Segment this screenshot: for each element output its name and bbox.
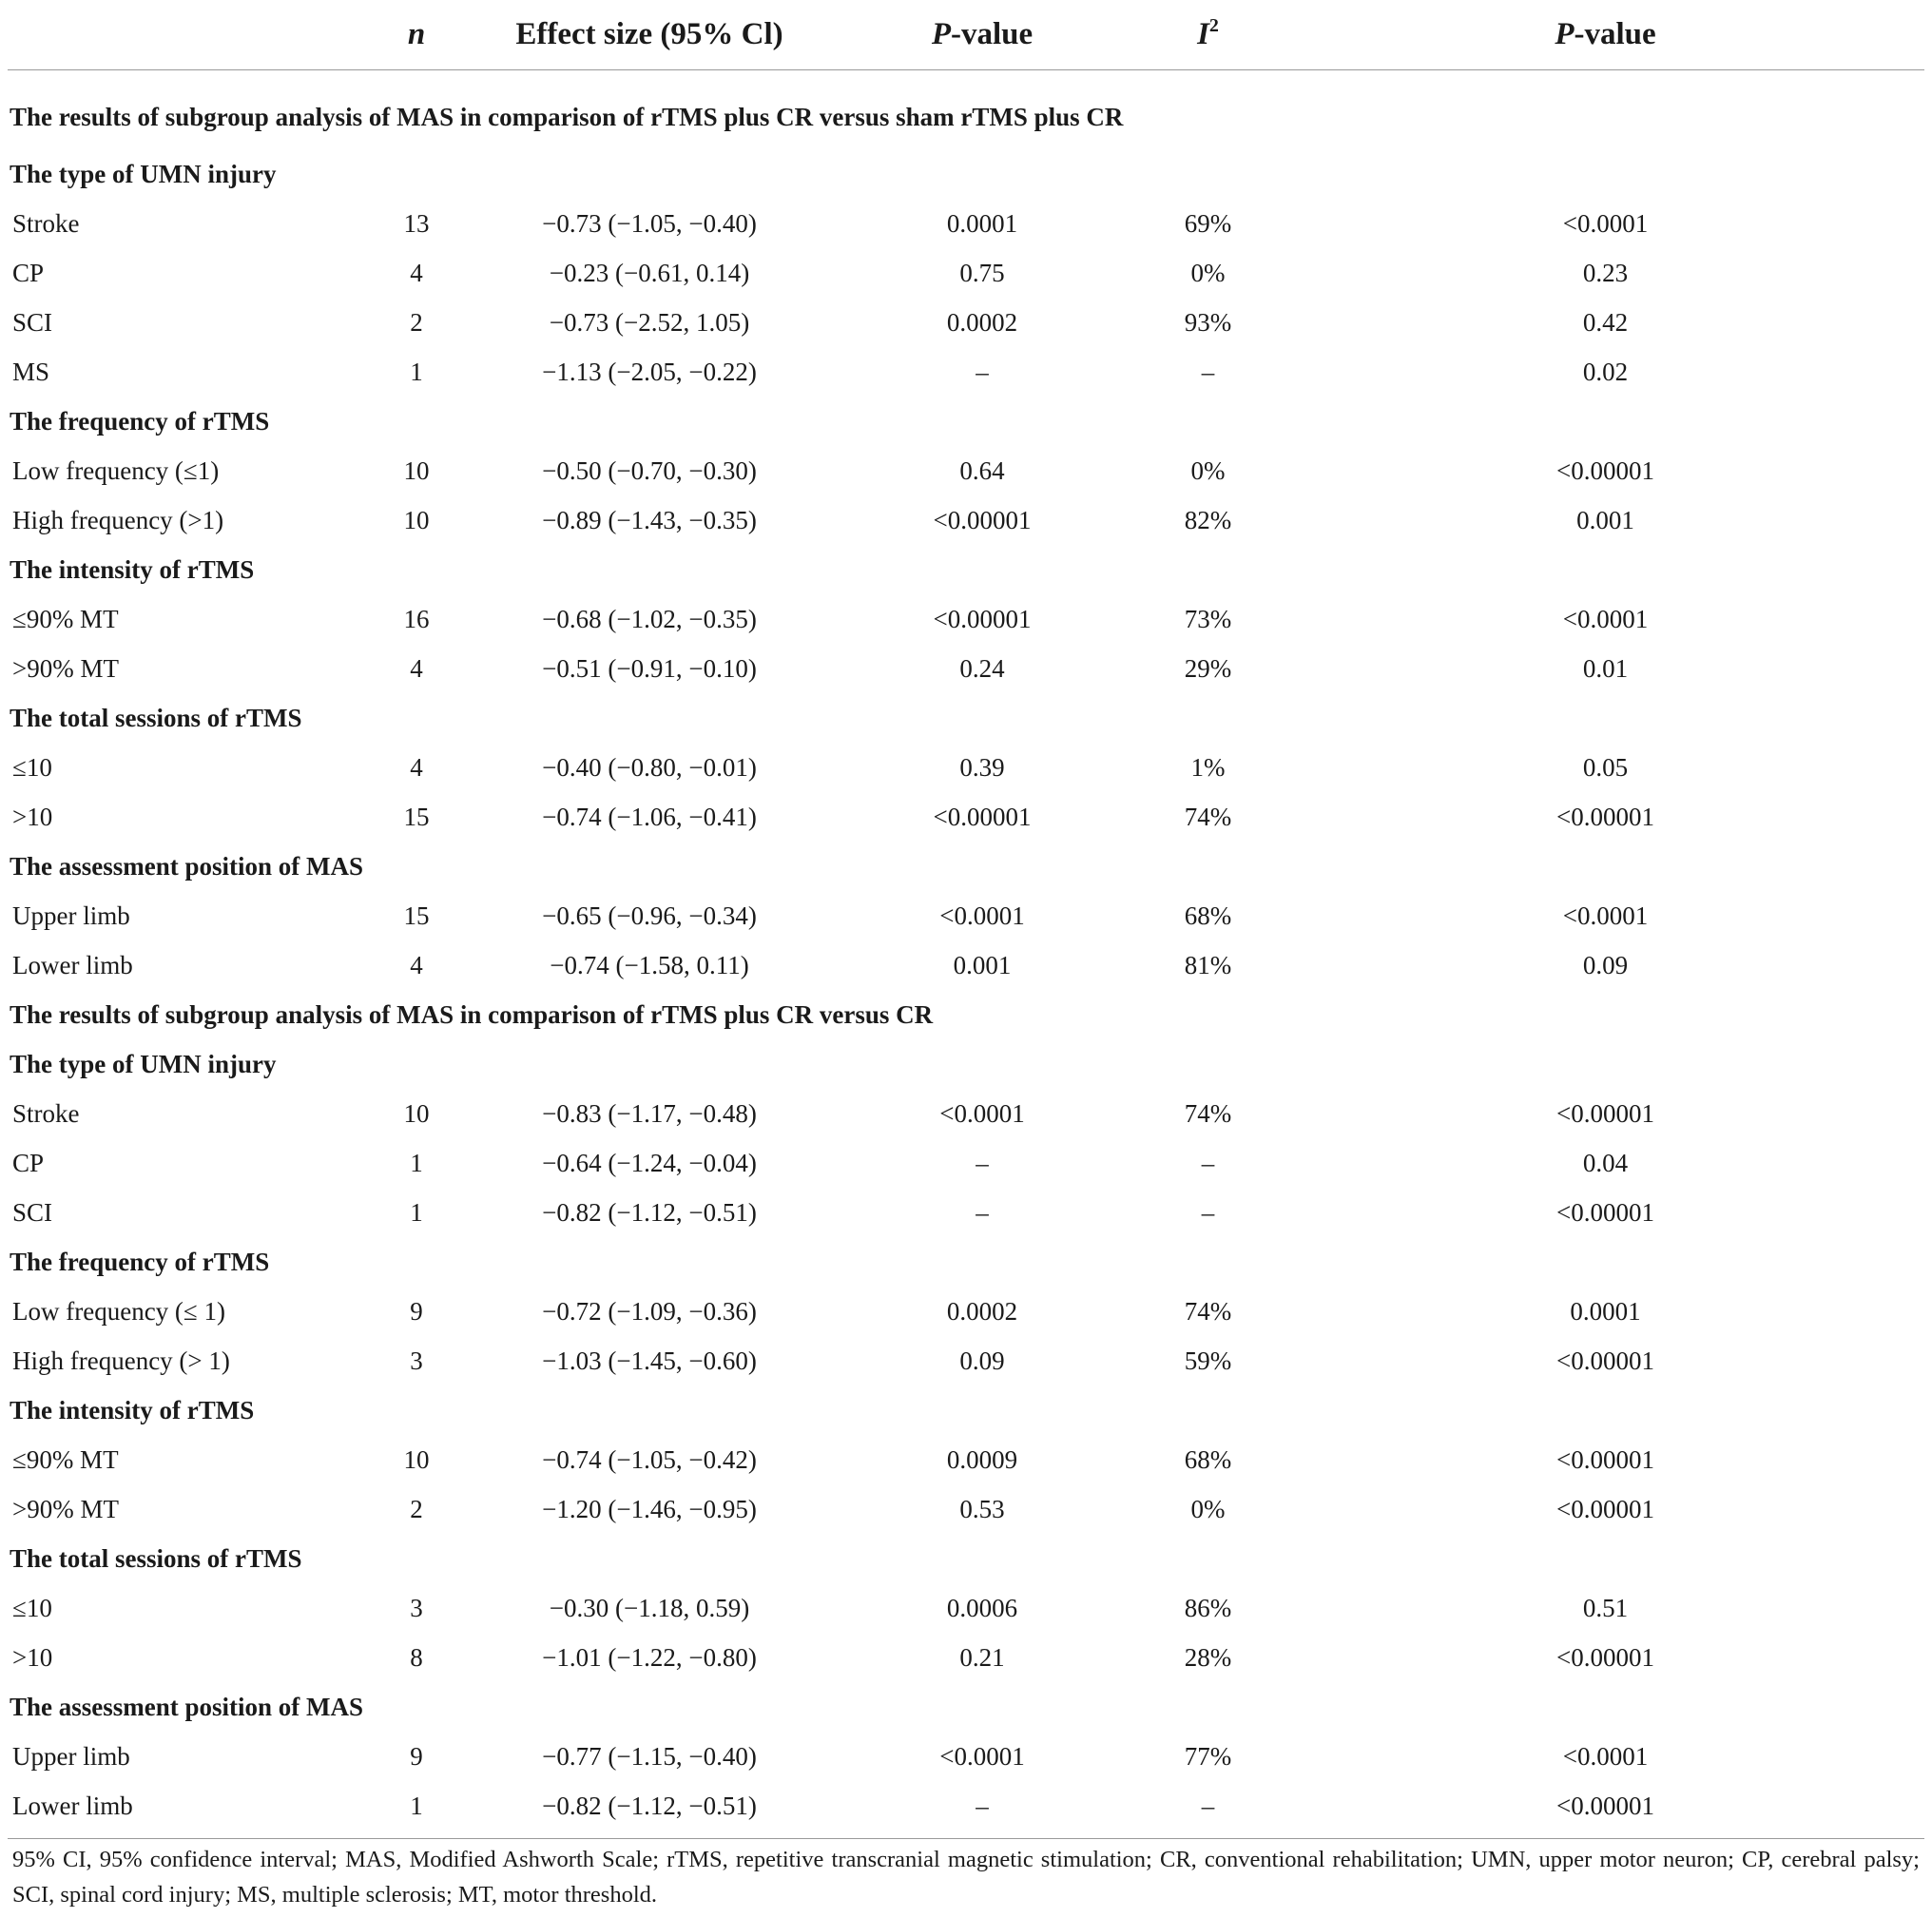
cell-p-value-overall: 0.23 xyxy=(1582,259,1629,287)
cell-i-squared: 68% xyxy=(1184,901,1232,930)
cell-p-value: – xyxy=(976,358,989,386)
cell-p-value: 0.75 xyxy=(959,259,1005,287)
cell-n: 4 xyxy=(410,753,423,782)
table-row xyxy=(8,1436,1924,1485)
cell-subgroup: High frequency (>1) xyxy=(12,506,224,534)
group-heading-row xyxy=(8,546,1924,595)
cell-p-value-overall: <0.00001 xyxy=(1556,1099,1654,1128)
cell-p-value-overall: <0.00001 xyxy=(1556,1643,1654,1672)
table-row xyxy=(8,1337,1924,1386)
cell-p-value: – xyxy=(835,1782,1130,1839)
group-heading-row xyxy=(8,150,1924,200)
table-row xyxy=(8,447,1924,496)
cell-effect-size: −1.13 (−2.05, −0.22) xyxy=(542,358,757,386)
cell-effect-size: −0.64 (−1.24, −0.04) xyxy=(542,1149,757,1177)
cell-n: 2 xyxy=(410,1495,423,1523)
cell-p-value-overall: <0.0001 xyxy=(1562,209,1649,238)
header-p-value-overall xyxy=(1286,0,1924,70)
cell-i-squared: 0% xyxy=(1190,259,1226,287)
cell-subgroup: ≤10 xyxy=(12,1594,52,1622)
cell-p-value-overall: <0.00001 xyxy=(1556,1198,1654,1227)
cell-p-value-overall: <0.00001 xyxy=(1286,1782,1924,1839)
cell-subgroup: MS xyxy=(12,358,50,386)
cell-n: 15 xyxy=(403,901,430,930)
cell-i-squared: – xyxy=(1201,1149,1215,1177)
cell-effect-size: −0.82 (−1.12, −0.51) xyxy=(464,1782,835,1839)
cell-p-value-overall: 0.05 xyxy=(1582,753,1629,782)
group-heading: The frequency of rTMS xyxy=(10,1248,270,1276)
cell-subgroup: Stroke xyxy=(12,209,80,238)
cell-subgroup: CP xyxy=(12,259,45,287)
cell-p-value: 0.09 xyxy=(959,1346,1005,1375)
cell-p-value-overall: 0.42 xyxy=(1582,308,1629,337)
cell-i-squared: 0% xyxy=(1190,456,1226,485)
cell-p-value: 0.0002 xyxy=(946,308,1018,337)
cell-effect-size: −0.73 (−2.52, 1.05) xyxy=(549,308,750,337)
table-row xyxy=(8,1288,1924,1337)
cell-effect-size: −0.65 (−0.96, −0.34) xyxy=(542,901,757,930)
cell-i-squared: 74% xyxy=(1184,1099,1232,1128)
cell-n: 10 xyxy=(403,506,430,534)
header-i-superscript: 2 xyxy=(1208,15,1219,36)
cell-n: 15 xyxy=(403,803,430,831)
cell-n: 4 xyxy=(410,951,423,979)
cell-p-value-overall: <0.00001 xyxy=(1556,803,1654,831)
group-heading-row xyxy=(8,1238,1924,1288)
cell-p-value-overall: 0.04 xyxy=(1582,1149,1629,1177)
cell-n: 3 xyxy=(410,1346,423,1375)
cell-subgroup: ≤10 xyxy=(12,753,52,782)
table-row xyxy=(8,249,1924,299)
table-row xyxy=(8,1485,1924,1535)
cell-subgroup: SCI xyxy=(12,308,53,337)
cell-p-value: 0.0006 xyxy=(946,1594,1018,1622)
cell-effect-size: −0.74 (−1.58, 0.11) xyxy=(550,951,749,979)
cell-p-value-overall: 0.02 xyxy=(1582,358,1629,386)
section-heading-row xyxy=(8,70,1924,150)
cell-n: 4 xyxy=(410,259,423,287)
cell-i-squared: 59% xyxy=(1184,1346,1232,1375)
cell-subgroup: Stroke xyxy=(12,1099,80,1128)
cell-i-squared: 77% xyxy=(1184,1742,1232,1771)
cell-p-value: 0.64 xyxy=(959,456,1005,485)
cell-p-value: 0.0009 xyxy=(946,1445,1018,1474)
cell-p-value-overall: <0.0001 xyxy=(1562,901,1649,930)
cell-subgroup: Lower limb xyxy=(8,1782,369,1839)
cell-p-value: 0.0002 xyxy=(946,1297,1018,1326)
table-row xyxy=(8,348,1924,397)
cell-p-value-overall: 0.01 xyxy=(1582,654,1629,683)
section-heading-row xyxy=(8,991,1924,1040)
table-row xyxy=(8,200,1924,249)
cell-p-value: 0.0001 xyxy=(946,209,1018,238)
table-row xyxy=(8,595,1924,645)
cell-p-value: – xyxy=(976,1198,989,1227)
subgroup-analysis-table xyxy=(8,0,1924,1839)
group-heading: The assessment position of MAS xyxy=(10,852,364,881)
cell-effect-size: −0.83 (−1.17, −0.48) xyxy=(542,1099,757,1128)
cell-subgroup: >10 xyxy=(12,803,53,831)
cell-i-squared: – xyxy=(1201,358,1215,386)
table-row xyxy=(8,645,1924,694)
table-row xyxy=(8,496,1924,546)
group-heading: The assessment position of MAS xyxy=(10,1693,364,1721)
cell-i-squared: 81% xyxy=(1184,951,1232,979)
cell-p-value: <0.0001 xyxy=(939,1742,1025,1771)
table-body xyxy=(8,70,1924,1839)
cell-n: 8 xyxy=(410,1643,423,1672)
group-heading: The total sessions of rTMS xyxy=(10,704,302,732)
header-p-rest: -value xyxy=(951,17,1034,51)
header-subgroup xyxy=(8,0,369,70)
cell-subgroup: Low frequency (≤1) xyxy=(12,456,220,485)
cell-p-value: 0.24 xyxy=(959,654,1005,683)
cell-p-value-overall: <0.00001 xyxy=(1556,1346,1654,1375)
cell-i-squared: 69% xyxy=(1184,209,1232,238)
group-heading-row xyxy=(8,694,1924,744)
cell-p-value-overall: <0.00001 xyxy=(1556,1445,1654,1474)
header-p-value xyxy=(835,0,1130,70)
section-heading: The results of subgroup analysis of MAS in comparison of rTMS plus CR versus sham rTMS plus CR xyxy=(10,103,1124,132)
table-row xyxy=(8,892,1924,941)
group-heading: The type of UMN injury xyxy=(10,160,277,188)
header-effect-size: Effect size (95% Cl) xyxy=(464,0,835,70)
cell-p-value: 0.21 xyxy=(959,1643,1005,1672)
table-row xyxy=(8,1733,1924,1782)
group-heading-row xyxy=(8,397,1924,447)
cell-p-value: <0.00001 xyxy=(933,506,1032,534)
cell-n: 9 xyxy=(410,1742,423,1771)
cell-subgroup: >90% MT xyxy=(12,654,119,683)
cell-i-squared: – xyxy=(1201,1198,1215,1227)
cell-n: 3 xyxy=(410,1594,423,1622)
cell-n: 9 xyxy=(410,1297,423,1326)
cell-p-value-overall: 0.001 xyxy=(1576,506,1634,534)
header-p2-rest: -value xyxy=(1574,17,1656,51)
header-n-text: n xyxy=(407,17,426,51)
header-p-italic: P xyxy=(931,17,951,51)
cell-p-value: <0.00001 xyxy=(933,803,1032,831)
cell-p-value: 0.53 xyxy=(959,1495,1005,1523)
cell-p-value-overall: 0.0001 xyxy=(1570,1297,1641,1326)
table-row xyxy=(8,1584,1924,1634)
table-row xyxy=(8,1782,1924,1839)
cell-p-value-overall: <0.00001 xyxy=(1556,456,1654,485)
header-i-italic: I xyxy=(1197,17,1209,51)
cell-subgroup: CP xyxy=(12,1149,45,1177)
group-heading: The intensity of rTMS xyxy=(10,1396,255,1424)
cell-effect-size: −0.74 (−1.06, −0.41) xyxy=(542,803,757,831)
table-row xyxy=(8,299,1924,348)
cell-subgroup: High frequency (> 1) xyxy=(12,1346,230,1375)
cell-n: 1 xyxy=(410,1149,423,1177)
cell-i-squared: 1% xyxy=(1190,753,1226,782)
cell-n: 4 xyxy=(410,654,423,683)
table-row xyxy=(8,1189,1924,1238)
cell-effect-size: −0.89 (−1.43, −0.35) xyxy=(542,506,757,534)
cell-p-value: 0.39 xyxy=(959,753,1005,782)
cell-subgroup: ≤90% MT xyxy=(12,605,119,633)
group-heading: The intensity of rTMS xyxy=(10,555,255,584)
cell-subgroup: Lower limb xyxy=(12,951,133,979)
cell-effect-size: −0.73 (−1.05, −0.40) xyxy=(542,209,757,238)
group-heading: The type of UMN injury xyxy=(10,1050,277,1078)
group-heading-row xyxy=(8,1683,1924,1733)
table-row xyxy=(8,1139,1924,1189)
table-header xyxy=(8,0,1924,70)
table-row xyxy=(8,1090,1924,1139)
cell-i-squared: 28% xyxy=(1184,1643,1232,1672)
cell-effect-size: −0.74 (−1.05, −0.42) xyxy=(542,1445,757,1474)
group-heading-row xyxy=(8,843,1924,892)
cell-i-squared: 93% xyxy=(1184,308,1232,337)
cell-subgroup: >10 xyxy=(12,1643,53,1672)
cell-n: 13 xyxy=(403,209,430,238)
cell-subgroup: >90% MT xyxy=(12,1495,119,1523)
cell-effect-size: −0.23 (−0.61, 0.14) xyxy=(549,259,750,287)
cell-effect-size: −0.72 (−1.09, −0.36) xyxy=(542,1297,757,1326)
table-row xyxy=(8,941,1924,991)
cell-n: 1 xyxy=(410,358,423,386)
cell-i-squared: – xyxy=(1130,1782,1286,1839)
header-row xyxy=(8,0,1924,70)
table-row xyxy=(8,793,1924,843)
cell-n: 1 xyxy=(369,1782,464,1839)
cell-subgroup: ≤90% MT xyxy=(12,1445,119,1474)
group-heading-row xyxy=(8,1040,1924,1090)
cell-i-squared: 73% xyxy=(1184,605,1232,633)
cell-p-value: <0.0001 xyxy=(939,1099,1025,1128)
cell-subgroup: Upper limb xyxy=(12,901,130,930)
cell-i-squared: 0% xyxy=(1190,1495,1226,1523)
table-footnote: 95% CI, 95% confidence interval; MAS, Modified Ashworth Scale; rTMS, repetitive transcranial magnetic stimulation; CR, conventional rehabilitation; UMN, upper motor neuron; CP, cerebral palsy; SCI, spinal cord injury; MS, multiple sclerosis; MT, motor threshold. xyxy=(12,1847,1920,1908)
cell-p-value-overall: 0.51 xyxy=(1582,1594,1629,1622)
cell-effect-size: −1.03 (−1.45, −0.60) xyxy=(542,1346,757,1375)
cell-i-squared: 74% xyxy=(1184,803,1232,831)
cell-effect-size: −0.51 (−0.91, −0.10) xyxy=(542,654,757,683)
cell-i-squared: 68% xyxy=(1184,1445,1232,1474)
cell-i-squared: 86% xyxy=(1184,1594,1232,1622)
header-p2-italic: P xyxy=(1555,17,1575,51)
table-row xyxy=(8,1634,1924,1683)
cell-p-value-overall: <0.0001 xyxy=(1562,1742,1649,1771)
cell-effect-size: −0.40 (−0.80, −0.01) xyxy=(542,753,757,782)
cell-i-squared: 82% xyxy=(1184,506,1232,534)
cell-effect-size: −0.30 (−1.18, 0.59) xyxy=(549,1594,750,1622)
cell-n: 1 xyxy=(410,1198,423,1227)
cell-effect-size: −1.20 (−1.46, −0.95) xyxy=(542,1495,757,1523)
cell-n: 2 xyxy=(410,308,423,337)
cell-effect-size: −0.68 (−1.02, −0.35) xyxy=(542,605,757,633)
cell-n: 16 xyxy=(403,605,430,633)
cell-subgroup: Upper limb xyxy=(12,1742,130,1771)
cell-effect-size: −0.82 (−1.12, −0.51) xyxy=(542,1198,757,1227)
cell-p-value-overall: 0.09 xyxy=(1582,951,1629,979)
table-row xyxy=(8,744,1924,793)
cell-effect-size: −1.01 (−1.22, −0.80) xyxy=(542,1643,757,1672)
section-heading: The results of subgroup analysis of MAS in comparison of rTMS plus CR versus CR xyxy=(10,1000,934,1029)
cell-effect-size: −0.50 (−0.70, −0.30) xyxy=(542,456,757,485)
group-heading-row xyxy=(8,1535,1924,1584)
group-heading: The frequency of rTMS xyxy=(10,407,270,436)
cell-i-squared: 29% xyxy=(1184,654,1232,683)
group-heading-row xyxy=(8,1386,1924,1436)
cell-p-value-overall: <0.00001 xyxy=(1556,1495,1654,1523)
cell-effect-size: −0.77 (−1.15, −0.40) xyxy=(542,1742,757,1771)
group-heading: The total sessions of rTMS xyxy=(10,1544,302,1573)
cell-p-value: <0.00001 xyxy=(933,605,1032,633)
cell-n: 10 xyxy=(403,1445,430,1474)
cell-p-value: <0.0001 xyxy=(939,901,1025,930)
cell-n: 10 xyxy=(403,1099,430,1128)
cell-i-squared: 74% xyxy=(1184,1297,1232,1326)
cell-p-value: – xyxy=(976,1149,989,1177)
cell-p-value: 0.001 xyxy=(953,951,1012,979)
cell-n: 10 xyxy=(403,456,430,485)
cell-p-value-overall: <0.0001 xyxy=(1562,605,1649,633)
header-n xyxy=(369,0,464,70)
header-i-squared xyxy=(1130,0,1286,70)
cell-subgroup: Low frequency (≤ 1) xyxy=(12,1297,225,1326)
cell-subgroup: SCI xyxy=(12,1198,53,1227)
